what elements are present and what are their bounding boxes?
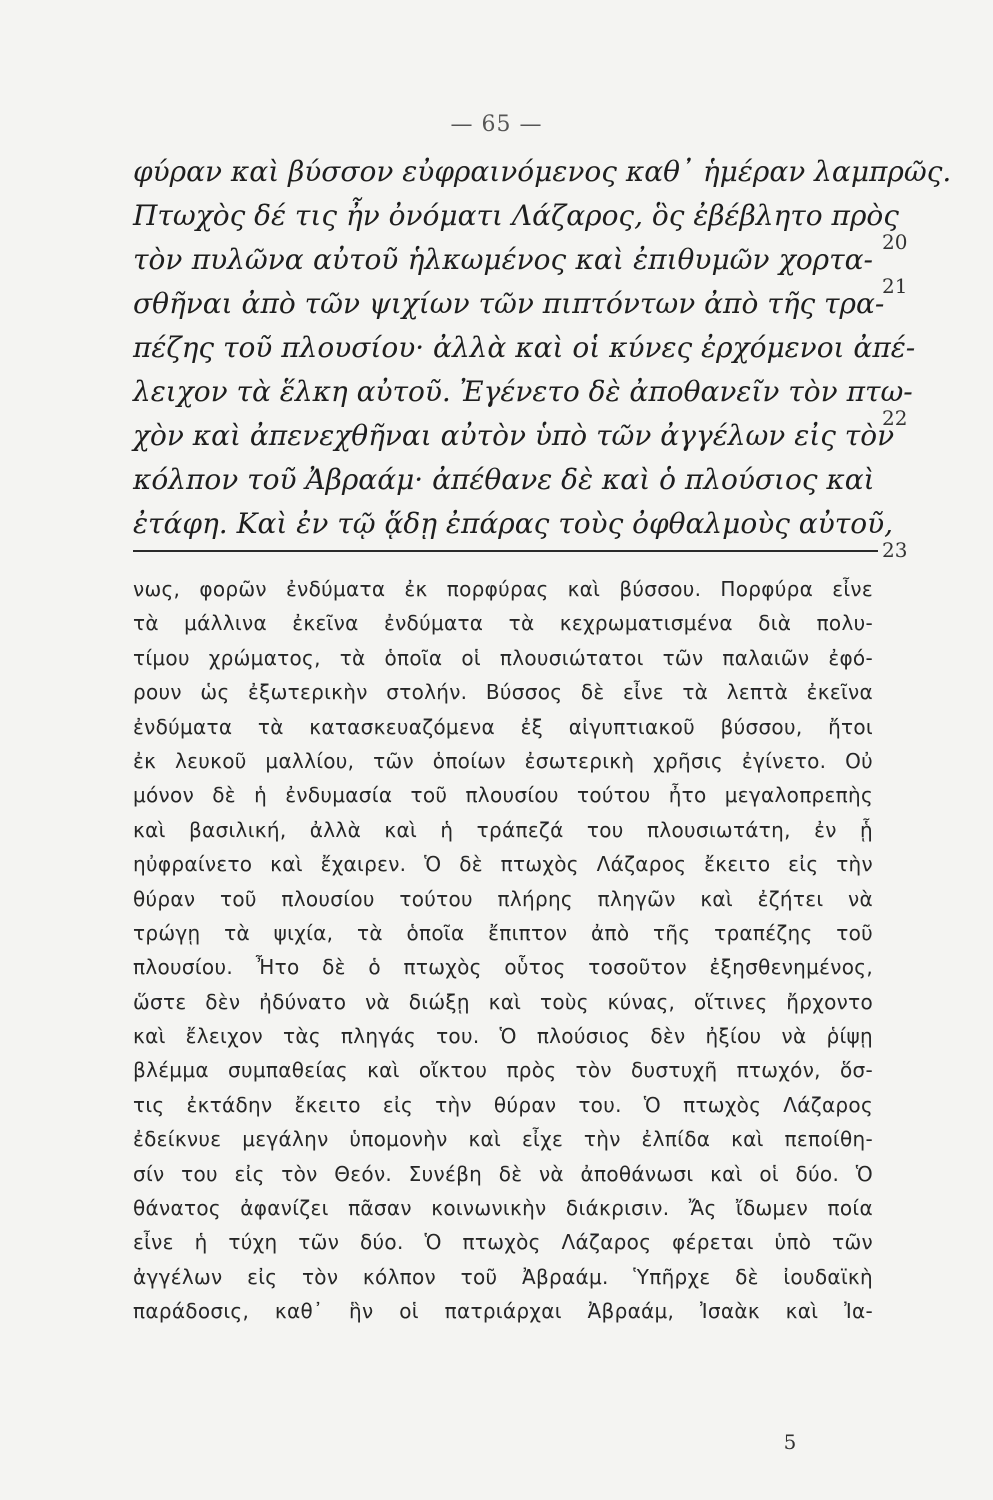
- commentary-line: σίν του εἰς τὸν Θεόν. Συνέβη δὲ νὰ ἀποθάνωσι καὶ οἱ δύο. Ὁ: [133, 1161, 873, 1186]
- commentary-line: θάνατος ἀφανίζει πᾶσαν κοινωνικὴν διάκρισιν. Ἄς ἴδωμεν ποία: [133, 1196, 873, 1221]
- commentary-line: ἐκ λευκοῦ μαλλίου, τῶν ὁποίων ἐσωτερικὴ χρῆσις ἐγίνετο. Οὐ: [133, 748, 873, 773]
- scripture-line: κόλπον τοῦ Ἀβραάμ· ἀπέθανε δὲ καὶ ὁ πλούσιος καὶ: [133, 463, 875, 496]
- commentary-line: μόνον δὲ ἡ ἐνδυμασία τοῦ πλουσίου τούτου ἦτο μεγαλοπρεπὴς: [133, 783, 873, 808]
- verse-number: 22: [882, 406, 908, 430]
- signature-mark: 5: [783, 1430, 797, 1454]
- commentary-line: ἐδείκνυε μεγάλην ὑπομονὴν καὶ εἶχε τὴν ἐλπίδα καὶ πεποίθη-: [133, 1127, 873, 1152]
- verse-number: 21: [882, 274, 908, 298]
- commentary-line: τις ἐκτάδην ἔκειτο εἰς τὴν θύραν του. Ὁ πτωχὸς Λάζαρος: [133, 1092, 873, 1117]
- commentary-line: νως, φορῶν ἐνδύματα ἐκ πορφύρας καὶ βύσσου. Πορφύρα εἶνε: [133, 577, 873, 601]
- footnote-divider: [133, 550, 878, 552]
- commentary-line: εἶνε ἡ τύχη τῶν δύο. Ὁ πτωχὸς Λάζαρος φέρεται ὑπὸ τῶν: [133, 1230, 873, 1255]
- commentary-line: ρουν ὡς ἐξωτερικὴν στολήν. Βύσσος δὲ εἶνε τὰ λεπτὰ ἐκεῖνα: [133, 680, 873, 705]
- scripture-line: Πτωχὸς δέ τις ἦν ὀνόματι Λάζαρος, ὃς ἐβέβλητο πρὸς: [133, 199, 899, 232]
- commentary-line: ἀγγέλων εἰς τὸν κόλπον τοῦ Ἀβραάμ. Ὑπῆρχε δὲ ἰουδαϊκὴ: [133, 1264, 873, 1289]
- commentary-line: θύραν τοῦ πλουσίου τούτου πλήρης πληγῶν καὶ ἐζήτει νὰ: [133, 886, 873, 911]
- scripture-line: σθῆναι ἀπὸ τῶν ψιχίων τῶν πιπτόντων ἀπὸ τῆς τρα-: [133, 287, 885, 320]
- commentary-line: καὶ βασιλική, ἀλλὰ καὶ ἡ τράπεζά του πλουσιωτάτη, ἐν ᾗ: [133, 817, 873, 842]
- commentary-line: τίμου χρώματος, τὰ ὁποῖα οἱ πλουσιώτατοι τῶν παλαιῶν ἐφό-: [133, 645, 873, 670]
- scripture-line: λειχον τὰ ἕλκη αὐτοῦ. Ἐγένετο δὲ ἀποθανεῖν τὸν πτω-: [133, 375, 913, 408]
- scripture-line: τὸν πυλῶνα αὐτοῦ ἡλκωμένος καὶ ἐπιθυμῶν χορτα-: [133, 243, 873, 276]
- page-number: — 65 —: [450, 112, 543, 137]
- scripture-line: ἐτάφη. Καὶ ἐν τῷ ᾅδῃ ἐπάρας τοὺς ὀφθαλμοὺς αὐτοῦ,: [133, 507, 893, 540]
- commentary-line: πλουσίου. Ἦτο δὲ ὁ πτωχὸς οὗτος τοσοῦτον ἐξησθενημένος,: [133, 955, 873, 980]
- commentary-line: τρώγῃ τὰ ψιχία, τὰ ὁποῖα ἔπιπτον ἀπὸ τῆς τραπέζης τοῦ: [133, 920, 873, 945]
- commentary-line: παράδοσις, καθ᾽ ἣν οἱ πατριάρχαι Ἀβραάμ, Ἰσαὰκ καὶ Ἰα-: [133, 1299, 873, 1324]
- scripture-line: φύραν καὶ βύσσον εὐφραινόμενος καθ᾽ ἡμέραν λαμπρῶς.: [133, 155, 952, 188]
- verse-number: 20: [882, 230, 908, 254]
- commentary-line: τὰ μάλλινα ἐκεῖνα ἐνδύματα τὰ κεχρωματισμένα διὰ πολυ-: [133, 611, 873, 636]
- commentary-line: καὶ ἔλειχον τὰς πληγάς του. Ὁ πλούσιος δὲν ἠξίου νὰ ῥίψῃ: [133, 1024, 873, 1049]
- scripture-line: πέζης τοῦ πλουσίου· ἀλλὰ καὶ οἱ κύνες ἐρχόμενοι ἀπέ-: [133, 331, 916, 364]
- commentary-line: ἐνδύματα τὰ κατασκευαζόμενα ἐξ αἰγυπτιακοῦ βύσσου, ἤτοι: [133, 714, 873, 739]
- scripture-line: χὸν καὶ ἀπενεχθῆναι αὐτὸν ὑπὸ τῶν ἀγγέλων εἰς τὸν: [133, 419, 895, 452]
- commentary-line: ηὐφραίνετο καὶ ἔχαιρεν. Ὁ δὲ πτωχὸς Λάζαρος ἔκειτο εἰς τὴν: [133, 852, 873, 877]
- verse-number: 23: [882, 538, 908, 562]
- commentary-line: βλέμμα συμπαθείας καὶ οἴκτου πρὸς τὸν δυστυχῆ πτωχόν, ὅσ-: [133, 1058, 873, 1083]
- commentary-line: ὥστε δὲν ἠδύνατο νὰ διώξῃ καὶ τοὺς κύνας, οἵτινες ἤρχοντο: [133, 989, 873, 1014]
- commentary-text: [133, 572, 873, 1329]
